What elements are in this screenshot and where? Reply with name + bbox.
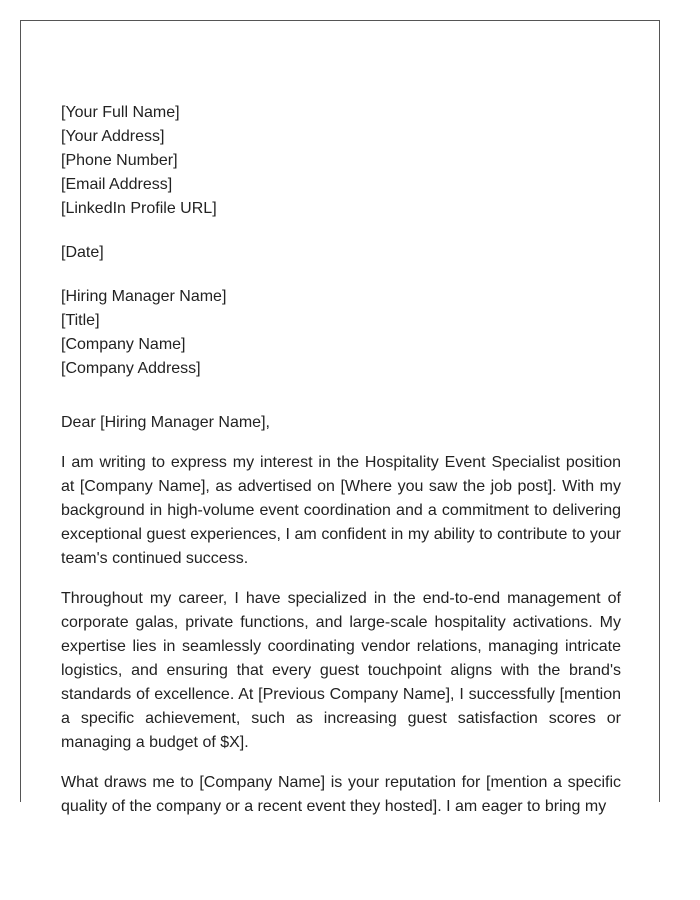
document-page (20, 20, 660, 815)
paragraph-intro: I am writing to express my interest in the Hospitality Event Specialist position at [Company Name], as advertised on [Where you saw the job post]. With my background in high-volume event coordination and a commitment to delivering exceptional guest experiences, I am confident in my ability to contribute to your team's continued success. (61, 454, 621, 567)
sender-email: [Email Address] (61, 176, 173, 193)
recipient-address: [Company Address] (61, 360, 201, 377)
recipient-company: [Company Name] (61, 336, 186, 353)
sender-block (61, 101, 621, 221)
recipient-block (61, 285, 621, 381)
paragraph-experience: Throughout my career, I have specialized in the end-to-end management of corporate galas, private functions, and large-scale hospitality activations. My expertise lies in seamlessly coordinating vendor relations, managing intricate logistics, and ensuring that every guest touchpoint aligns with the brand's standards of excellence. At [Previous Company Name], I successfully [mention a specific achievement, such as increasing guest satisfaction scores or managing a budget of $X]. (61, 590, 621, 751)
recipient-name: [Hiring Manager Name] (61, 288, 227, 305)
sender-address: [Your Address] (61, 128, 165, 145)
sender-name: [Your Full Name] (61, 104, 180, 121)
salutation: Dear [Hiring Manager Name], (61, 414, 270, 431)
sender-linkedin: [LinkedIn Profile URL] (61, 200, 217, 217)
letter-body (61, 101, 621, 835)
recipient-title: [Title] (61, 312, 100, 329)
paragraph-motivation: What draws me to [Company Name] is your reputation for [mention a specific quality of the company or a recent event they hosted]. I am eager to bring my (61, 774, 621, 815)
letter-date: [Date] (61, 244, 104, 261)
sender-phone: [Phone Number] (61, 152, 178, 169)
